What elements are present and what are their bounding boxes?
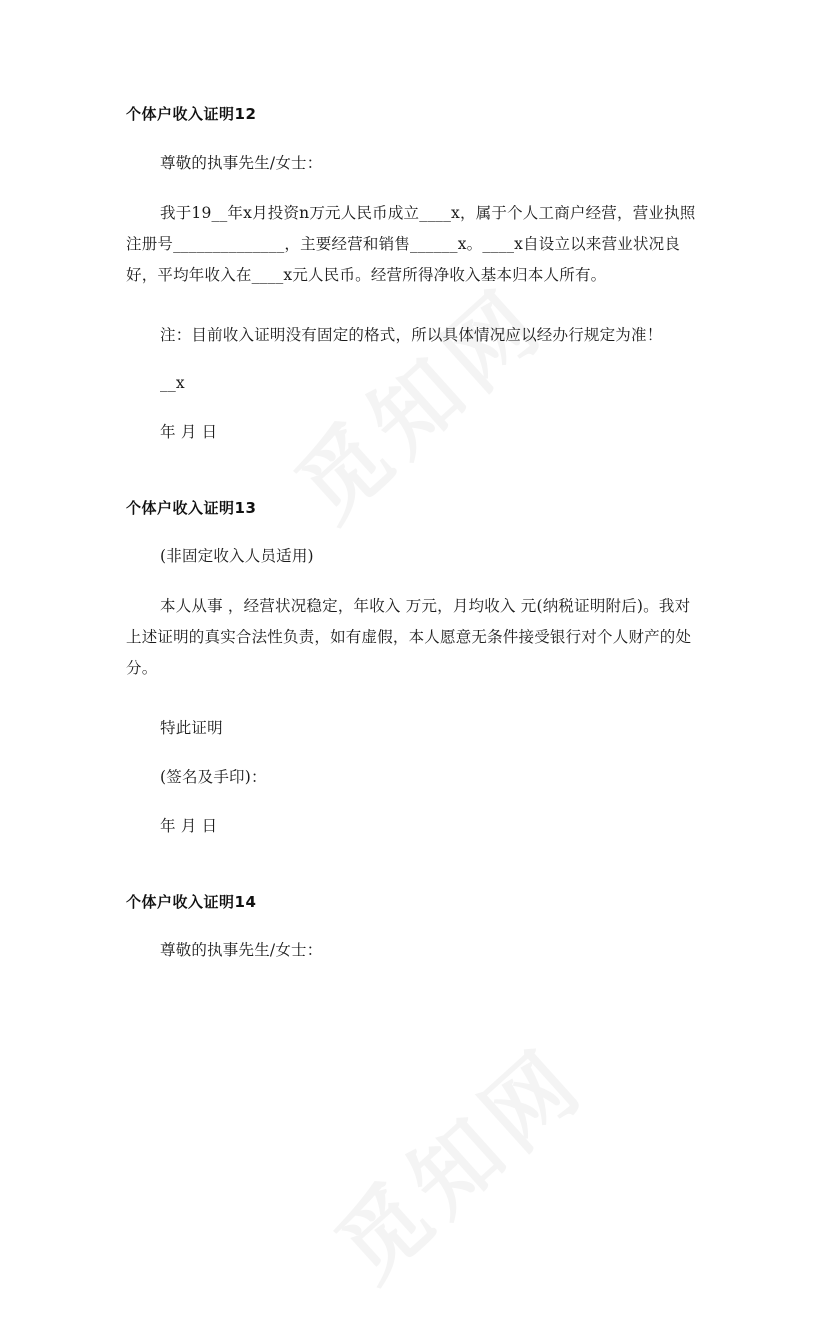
watermark-bottom xyxy=(305,1010,635,1330)
signature-12: __x xyxy=(160,374,185,392)
watermark xyxy=(265,250,595,570)
salutation-14: 尊敬的执事先生/女士： xyxy=(160,941,323,959)
date-13: 年 月 日 xyxy=(160,817,218,835)
section-heading-12: 个体户收入证明12 xyxy=(126,105,257,123)
section-heading-14: 个体户收入证明14 xyxy=(126,893,257,911)
body-paragraph-12: 我于19__年x月投资n万元人民币成立____x，属于个人工商户经营，营业执照注册号______________，主要经营和销售______x。____x自设立以来营业状况良好，平均年收入在____x元人民币。经营所得净收入基本归本人所有。 xyxy=(126,204,696,284)
closing-13: 特此证明 xyxy=(160,719,223,737)
signature-label-13: (签名及手印)： xyxy=(160,768,267,786)
section-heading-13: 个体户收入证明13 xyxy=(126,499,257,517)
subtitle-13: (非固定收入人员适用) xyxy=(160,547,314,565)
note-12: 注：目前收入证明没有固定的格式，所以具体情况应以经办行规定为准！ xyxy=(160,326,663,344)
body-paragraph-13: 本人从事 ，经营状况稳定，年收入 万元，月均收入 元(纳税证明附后)。我对上述证明的真实合法性负责，如有虚假，本人愿意无条件接受银行对个人财产的处分。 xyxy=(126,597,692,677)
date-12: 年 月 日 xyxy=(160,423,218,441)
salutation-12: 尊敬的执事先生/女士： xyxy=(160,154,323,172)
